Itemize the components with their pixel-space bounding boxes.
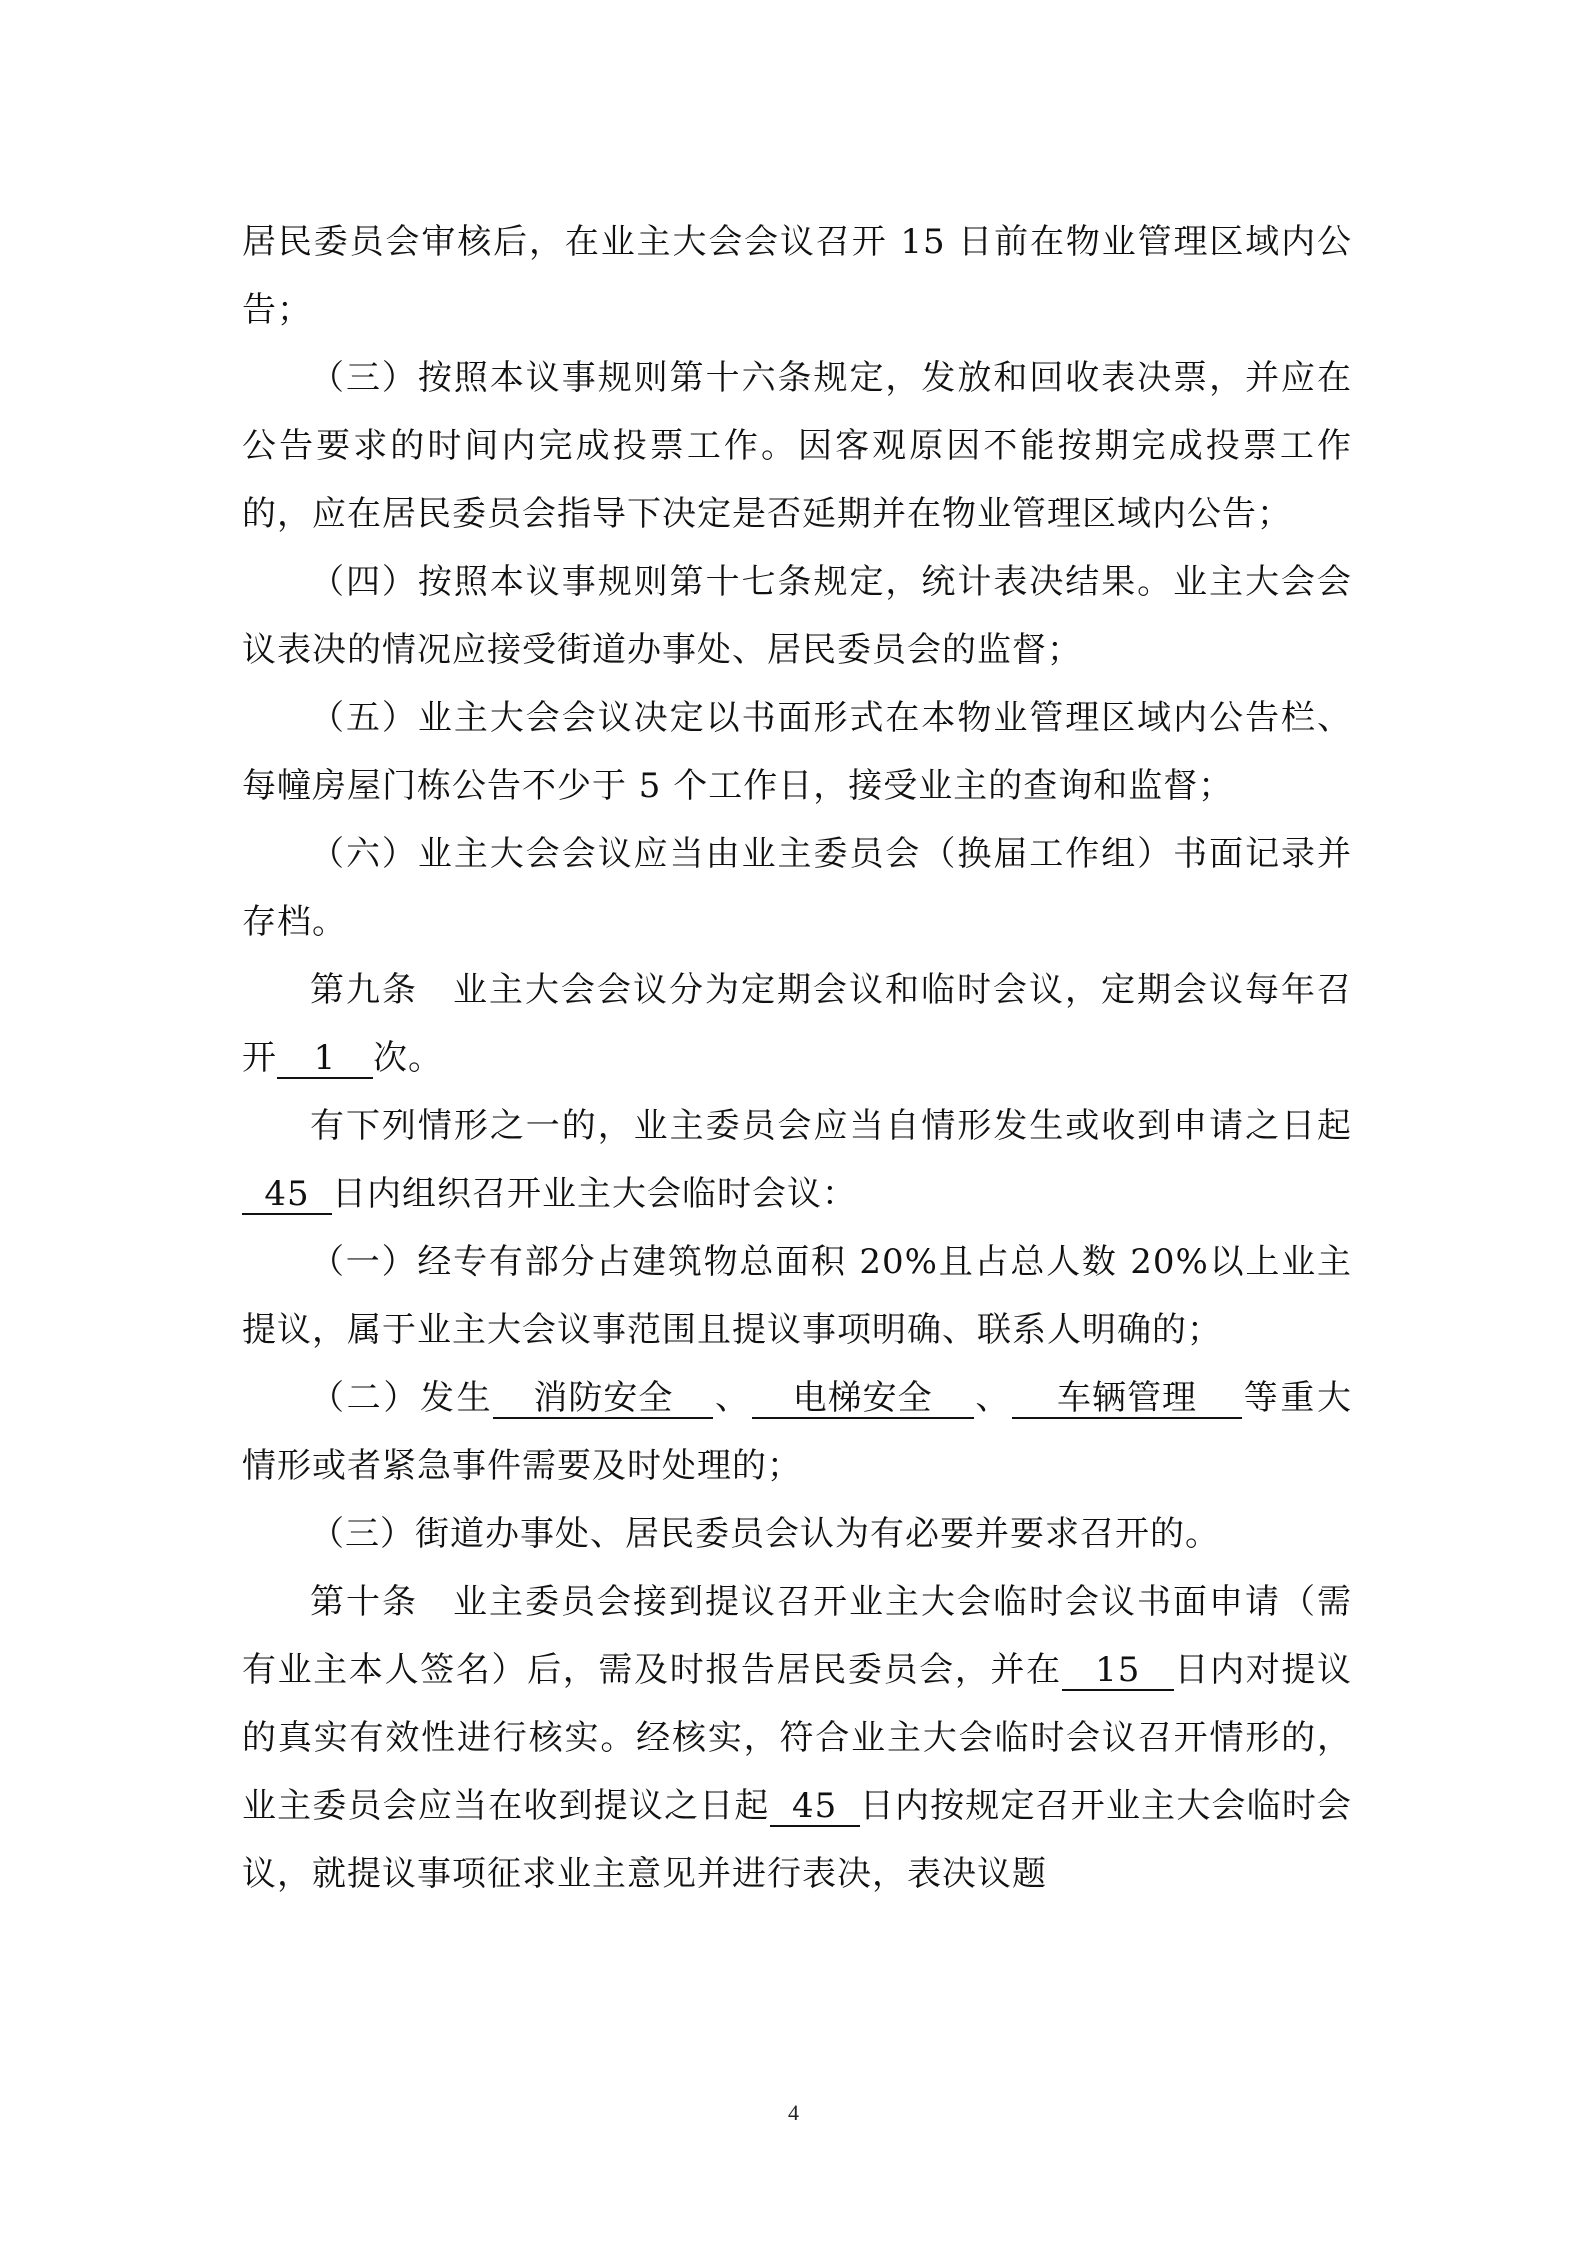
paragraph-item-3-voting: （三）按照本议事规则第十六条规定，发放和回收表决票，并应在公告要求的时间内完成投票工作。因客观原因不能按期完成投票工作的，应在居民委员会指导下决定是否延期并在物业管理区域内公告； xyxy=(242,358,1352,534)
article-10 xyxy=(242,1568,1352,1908)
blank-vehicle-management: 车辆管理 xyxy=(1012,1379,1242,1419)
article-10-title: 第十条 xyxy=(310,1582,418,1622)
paragraph-item-5-publicity: （五）业主大会会议决定以书面形式在本物业管理区域内公告栏、每幢房屋门栋公告不少于 5 个工作日，接受业主的查询和监督； xyxy=(242,698,1352,806)
temporary-meeting-text: 有下列情形之一的，业主委员会应当自情形发生或收到申请之日起 xyxy=(310,1106,1352,1146)
list-item-2-suffix: 等重大情形或者紧急事件需要及时处理的； xyxy=(242,1378,1353,1486)
list-item-1-proposal: （一）经专有部分占建筑物总面积 20%且占总人数 20%以上业主提议，属于业主大会议事范围且提议事项明确、联系人明确的； xyxy=(242,1242,1352,1350)
article-10-text-middle: 日内对提议的真实有效性进行核实。经核实，符合业主大会临时会议召开情形的，业主委员会应当在收到提议之日起 xyxy=(242,1650,1353,1826)
article-9 xyxy=(242,956,1352,1092)
paragraph-announcement: 居民委员会审核后，在业主大会会议召开 15 日前在物业管理区域内公告； xyxy=(242,222,1352,330)
document-body xyxy=(242,208,1352,1908)
paragraph-item-6-records: （六）业主大会会议应当由业主委员会（换届工作组）书面记录并存档。 xyxy=(242,834,1352,942)
blank-verification-days: 15 xyxy=(1062,1651,1174,1691)
article-9-title: 第九条 xyxy=(310,970,418,1010)
list-item-2-emergency xyxy=(242,1364,1352,1500)
article-10-text: 业主委员会接到提议召开业主大会临时会议书面申请（需有业主本人签名）后，需及时报告居民委员会，并在 xyxy=(242,1582,1352,1690)
blank-fire-safety: 消防安全 xyxy=(493,1379,713,1419)
article-9-text: 业主大会会议分为定期会议和临时会议，定期会议每年召开 xyxy=(242,970,1352,1078)
temporary-meeting-text-end: 日内组织召开业主大会临时会议： xyxy=(332,1174,857,1214)
article-10-text-end: 日内按规定召开业主大会临时会议，就提议事项征求业主意见并进行表决，表决议题 xyxy=(242,1786,1353,1894)
paragraph-item-4-counting: （四）按照本议事规则第十七条规定，统计表决结果。业主大会会议表决的情况应接受街道办事处、居民委员会的监督； xyxy=(242,562,1352,670)
temporary-meeting-clause xyxy=(242,1092,1352,1228)
blank-meeting-times: 1 xyxy=(277,1039,373,1079)
list-item-2-prefix: （二）发生 xyxy=(310,1378,494,1418)
article-9-text-end: 次。 xyxy=(373,1038,443,1078)
page-number: 4 xyxy=(788,2100,799,2125)
blank-convene-days-article-10: 45 xyxy=(770,1787,860,1827)
blank-elevator-safety: 电梯安全 xyxy=(752,1379,974,1419)
list-separator: 、 xyxy=(713,1378,752,1418)
blank-convene-days: 45 xyxy=(242,1175,332,1215)
list-separator: 、 xyxy=(973,1378,1013,1418)
list-item-3-authority: （三）街道办事处、居民委员会认为有必要并要求召开的。 xyxy=(310,1514,1220,1554)
